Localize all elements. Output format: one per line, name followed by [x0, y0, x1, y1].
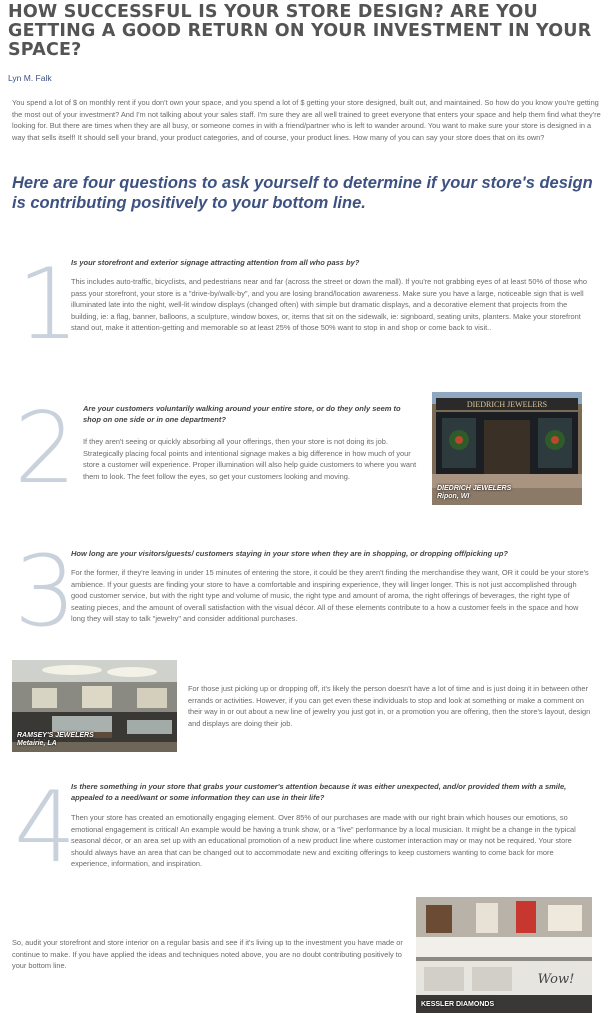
author-link[interactable]: Lyn M. Falk [8, 73, 52, 83]
section-1-body: This includes auto-traffic, bicyclists, and pedestrians near and far (across the street or down the mall). If you're not grabbing eyes of at least 50% of those who pass your storefront, your store is a "drive-by/walk-by", and you are losing brand/location awareness. Make sure you have a large, noticeable sign that is well illuminated late into the night, well-lit window displays (changed often) with simple but dramatic displays, and a decorative element that projects from the building, ie: a flag, banner, balloons, a sculpture, window boxes, or, items that sit on the sidewalk, ie: signboard, seating units, planters. Make your storefront stand out, make it attention-getting and memorable so at least 25% of those 50% want to stop in and shop or come back to visit.. [71, 277, 588, 332]
photo-caption-diedrich: DIEDRICH JEWELERS Ripon, WI [437, 485, 512, 500]
wow-sign-text: Wow! [537, 972, 575, 987]
section-3-body-2: For those just picking up or dropping off, it's likely the person doesn't have a lot of time and is just doing it in between other errands or activities. However, if you can get even these individuals to stop and look at something or make a comment on their way in or out about a new line of jewelry you just got in, or a promotion you are offering, then the store's layout, design and displays are doing their job. [188, 684, 591, 728]
photo-caption-ramseys: RAMSEY'S JEWELERS Metairie, LA [17, 732, 94, 747]
diedrich-jewelers-photo [432, 392, 582, 505]
section-2-body: If they aren't seeing or quickly absorbing all your offerings, then your store is not doing its job. Strategically placing focal points and intentional signage makes a big difference in how much of your store a customer will experience. Proper illumination will also help guide customers to where you want them to look. The feet follow the eyes, so get your customers looking and moving. [83, 437, 417, 481]
section-4-question: Is there something in your store that grabs your customer's attention because it was either unexpected, and/or provided them with a smile, appealed to a need/want or some information they can use in their life? [71, 782, 567, 802]
closing-paragraph: So, audit your storefront and store interior on a regular basis and see if it's living up to the investment you have made or continue to make. If you have applied the ideas and techniques noted above, you are no doubt contributing positively to your bottom line. [12, 938, 403, 970]
section-4-body: Then your store has created an emotionally engaging element. Over 85% of our purchases are made with our right brain which houses our emotions, so emotional engagement is critical! An example would be having a trunk show, or a "live" performance by a local musician. It might be a change in the typical seasonal décor, or an area set up with an educational promotion of a new product line where customer interaction may or may not be required. Your store should always have an area that can be changed out to accommodate new and exciting offerings to keep customers wanting to come back for more experience, information, and inspiration. [71, 813, 576, 868]
intro-paragraph: You spend a lot of $ on monthly rent if you don't own your space, and you spend a lot of $ getting your store designed, built out, and maintained. So how do you know you're getting the most out of your investment? And I'm not talking about your sales staff. I'm sure they are all well trained to greet everyone that enters your space and help them find what they're looking for. But there are times when they are all busy, or someone comes in with a friend/partner who is left to wander around. You want to make sure your store is designed in a way that sells itself! It should sell your brand, your product categories, and of course, your product lines. How many of you can say your store does that on its own? [12, 98, 601, 143]
photo-caption-kessler: KESSLER DIAMONDS [421, 1001, 495, 1008]
section-2-question: Are your customers voluntarily walking around your entire store, or do they only seem to shop on one side or in one department? [83, 404, 401, 424]
section-3-question: How long are your visitors/guests/ customers staying in your store when they are in shopping, or dropping off/picking up? [71, 549, 508, 558]
section-number-2: 2 [14, 392, 77, 506]
store-sign-text: DIEDRICH JEWELERS [466, 400, 548, 409]
kessler-diamonds-photo [416, 897, 592, 1013]
ramseys-jewelers-photo [12, 660, 177, 752]
section-subheading: Here are four questions to ask yourself to determine if your store's design is contributing positively to your bottom line. [12, 174, 593, 212]
section-number-3: 3 [14, 535, 77, 649]
article-title: HOW SUCCESSFUL IS YOUR STORE DESIGN? ARE YOU GETTING A GOOD RETURN ON YOUR INVESTMENT IN YOUR SPACE? [8, 2, 592, 60]
section-number-1: 1 [17, 248, 80, 362]
section-1-question: Is your storefront and exterior signage attracting attention from all who pass by? [71, 258, 360, 267]
section-3-body: For the former, if they're leaving in under 15 minutes of entering the store, it could be they aren't finding the merchandise they want, OR it could be your store's ambience. If your guests are finding your store to have a comfortable and inspiring experience, they will linger longer. This is not just accomplished through good customer service, but with the right type and volume of music, the right type and amount of aroma, the right offerings of beverages, the right type of seating pieces, and the amount of overall satisfaction with the visual décor. All of these elements contribute to a how a customer feels in the space and how long they will stay to talk "jewelry" and consider additional purchases. [71, 568, 589, 623]
display-case-image [416, 897, 592, 1013]
section-number-4: 4 [14, 771, 77, 885]
